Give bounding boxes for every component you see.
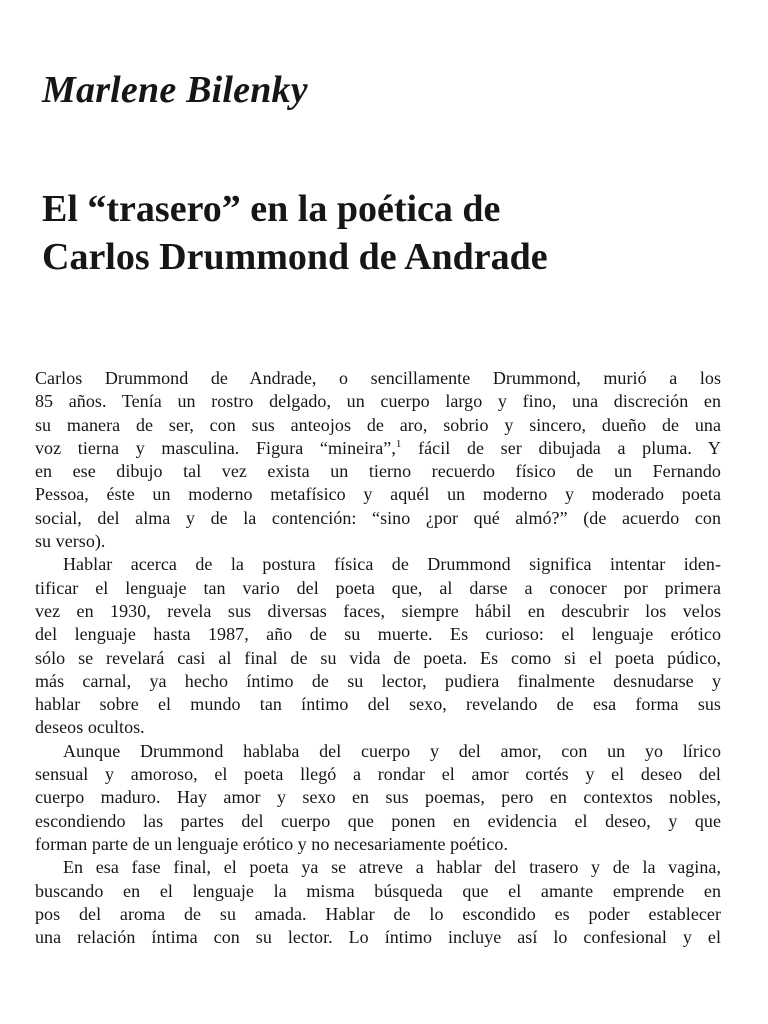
body-line: En esa fase final, el poeta ya se atreve a hablar del trasero y de la vagina, xyxy=(63,857,721,878)
body-line: deseos ocultos. xyxy=(35,717,145,738)
body-line: buscando en el lenguaje la misma búsqueda que el amante emprende en xyxy=(35,880,721,901)
body-text: voz tierna y masculina. Figura “mineira”, xyxy=(35,437,396,458)
body-line: escondiendo las partes del cuerpo que ponen en evidencia el deseo, y que xyxy=(35,810,721,831)
title-line: El “trasero” en la poética de xyxy=(42,188,501,230)
body-line: Aunque Drummond hablaba del cuerpo y del amor, con un yo lírico xyxy=(63,740,721,761)
body-line: vez en 1930, revela sus diversas faces, siempre hábil en descubrir los velos xyxy=(35,600,721,621)
body-line: del lenguaje hasta 1987, año de su muerte. Es curioso: el lenguaje erótico xyxy=(35,624,721,645)
body-line: 85 años. Tenía un rostro delgado, un cuerpo largo y fino, una discreción en xyxy=(35,391,721,412)
body-line-with-footnote xyxy=(35,437,721,460)
body-line: tificar el lenguaje tan vario del poeta que, al darse a conocer por primera xyxy=(35,577,721,598)
title-line: Carlos Drummond de Andrade xyxy=(42,236,548,278)
body-line: Pessoa, éste un moderno metafísico y aquél un moderno y moderado poeta xyxy=(35,484,721,505)
body-line: sólo se revelará casi al final de su vida de poeta. Es como si el poeta púdico, xyxy=(35,647,721,668)
body-line: Carlos Drummond de Andrade, o sencillamente Drummond, murió a los xyxy=(35,368,721,388)
body-line: pos del aroma de su amada. Hablar de lo escondido es poder establecer xyxy=(35,903,721,924)
article-title xyxy=(42,185,548,281)
body-line: forman parte de un lenguaje erótico y no necesariamente poético. xyxy=(35,833,508,854)
body-line: una relación íntima con su lector. Lo íntimo incluye así lo confesional y el xyxy=(35,927,721,948)
body-line: cuerpo maduro. Hay amor y sexo en sus poemas, pero en contextos nobles, xyxy=(35,787,721,808)
body-text: fácil de ser dibujada a pluma. Y xyxy=(401,437,721,458)
body-line: su manera de ser, con sus anteojos de aro, sobrio y sincero, dueño de una xyxy=(35,414,721,435)
body-line: en ese dibujo tal vez exista un tierno recuerdo físico de un Fernando xyxy=(35,461,721,482)
body-line: hablar sobre el mundo tan íntimo del sexo, revelando de esa forma sus xyxy=(35,694,721,715)
body-line: Hablar acerca de la postura física de Drummond significa intentar iden- xyxy=(63,554,721,575)
body-line: más carnal, ya hecho íntimo de su lector, pudiera finalmente desnudarse y xyxy=(35,670,721,691)
body-line: sensual y amoroso, el poeta llegó a rondar el amor cortés y el deseo del xyxy=(35,764,721,785)
body-line: social, del alma y de la contención: “sino ¿por qué almó?” (de acuerdo con xyxy=(35,507,721,528)
footnote-marker: 1 xyxy=(395,437,402,450)
article-body xyxy=(35,367,721,949)
body-line: su verso). xyxy=(35,531,106,552)
author-name: Marlene Bilenky xyxy=(42,69,308,111)
